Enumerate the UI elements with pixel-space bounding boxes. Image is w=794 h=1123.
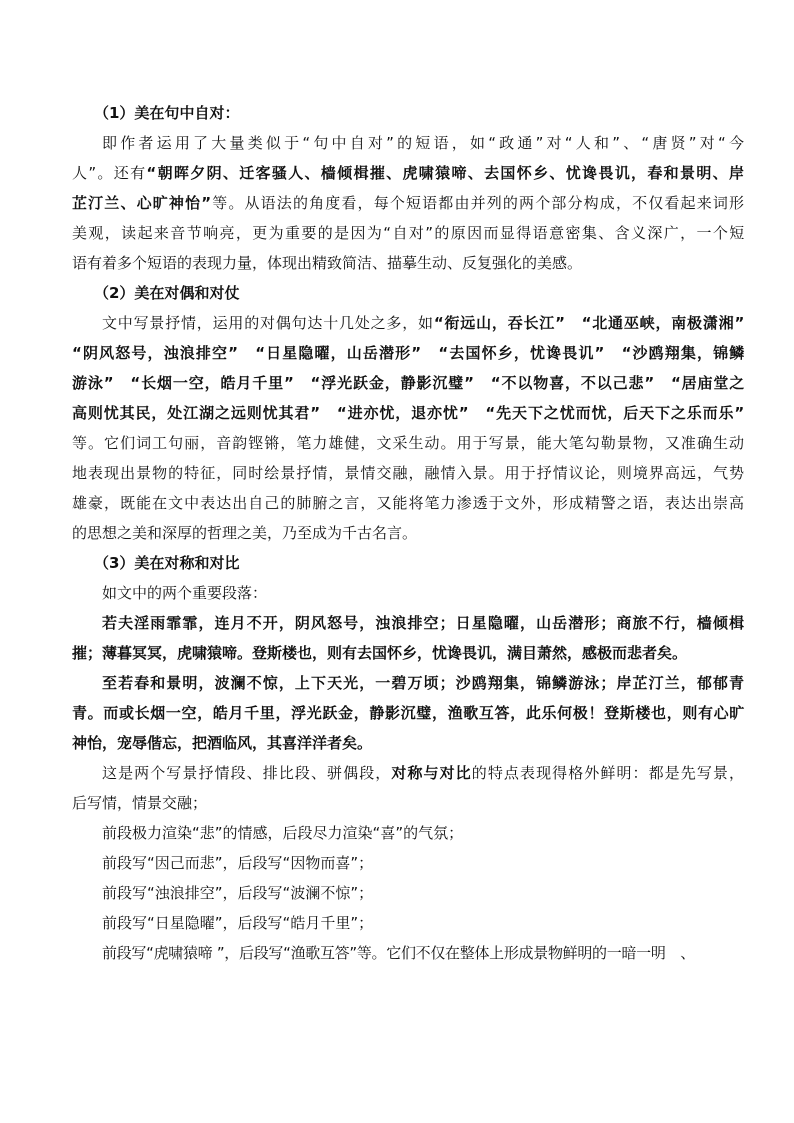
paragraph-line: 游泳” “长烟一空，皓月千里” “浮光跃金，静影沉璧” “不以物喜，不以己悲” “居庙堂之: [72, 374, 744, 392]
section-heading: （2）美在对偶和对仗: [94, 284, 240, 302]
contrast-line: 前段写“浊浪排空”，后段写“波澜不惊”；: [102, 884, 374, 902]
paragraph-line: 雄豪，既能在文中表达出自己的肺腑之言，又能将笔力渗透于文外，形成精警之语，表达出崇高: [72, 494, 744, 512]
contrast-line: 前段写“日星隐曜”，后段写“皓月千里”；: [102, 914, 374, 932]
paragraph-line: 人”。还有“朝晖夕阴、迁客骚人、樯倾楫摧、虎啸猿啼、去国怀乡、忧谗畏讥，春和景明、岸: [72, 164, 744, 182]
section-heading: （3）美在对称和对比: [94, 554, 240, 572]
contrast-line: 前段极力渲染“悲”的情感，后段尽力渲染“喜”的气氛；: [102, 824, 464, 842]
paragraph-line: 地表现出景物的特征，同时绘景抒情，景情交融，融情入景。用于抒情议论，则境界高远，气势: [72, 464, 744, 482]
paragraph-line: 这是两个写景抒情段、排比段、骈偶段，对称与对比的特点表现得格外鲜明：都是先写景，: [102, 764, 744, 782]
paragraph-line: “阴风怒号，浊浪排空” “日星隐曜，山岳潜形” “去国怀乡，忧谗畏讥” “沙鸥翔集，锦鳞: [72, 344, 744, 362]
contrast-line: 前段写“因己而悲”，后段写“因物而喜”；: [102, 854, 374, 872]
document-page: [72, 98, 744, 968]
quote-line: 若夫淫雨霏霏，连月不开，阴风怒号，浊浪排空；日星隐曜，山岳潜形；商旅不行，樯倾楫: [102, 614, 744, 632]
paragraph-line: 文中写景抒情，运用的对偶句达十几处之多，如“衔远山，吞长江” “北通巫峡，南极潇湘”: [102, 314, 745, 332]
section-heading: （1）美在句中自对：: [94, 104, 240, 122]
intro-line: 如文中的两个重要段落：: [102, 584, 268, 602]
paragraph-line: 的思想之美和深厚的哲理之美，乃至成为千古名言。: [72, 524, 418, 542]
quote-line: 摧；薄暮冥冥，虎啸猿啼。登斯楼也，则有去国怀乡，忧谗畏讥，满目萧然，感极而悲者矣。: [72, 644, 688, 662]
quote-line: 神怡，宠辱偕忘，把酒临风，其喜洋洋者矣。: [72, 734, 373, 752]
quote-line: 至若春和景明，波澜不惊，上下天光，一碧万顷；沙鸥翔集，锦鳞游泳；岸芷汀兰，郁郁青: [102, 674, 744, 692]
paragraph-line: 高则忧其民，处江湖之远则忧其君” “进亦忧，退亦忧” “先天下之忧而忧，后天下之乐而乐”: [72, 404, 744, 422]
paragraph-line: 语有着多个短语的表现力量，体现出精致简洁、描摹生动、反复强化的美感。: [72, 254, 583, 272]
quote-line: 青。而或长烟一空，皓月千里，浮光跃金，静影沉璧，渔歌互答，此乐何极！登斯楼也，则有心旷: [72, 704, 744, 722]
paragraph-line: 后写情，情景交融；: [72, 794, 208, 812]
paragraph-line: 等。它们词工句丽，音韵铿锵，笔力雄健，文采生动。用于写景，能大笔勾勒景物，又准确生动: [72, 434, 744, 452]
paragraph-line: 即作者运用了大量类似于“句中自对”的短语，如“政通”对“人和”、“唐贤”对“今: [102, 134, 744, 152]
contrast-line: 前段写“虎啸猿啼 ”，后段写“渔歌互答”等。它们不仅在整体上形成景物鲜明的一暗一明 、: [102, 944, 695, 962]
paragraph-line: 美观，读起来音节响亮，更为重要的是因为“自对”的原因而显得语意密集、含义深广，一个短: [72, 224, 744, 242]
paragraph-line: 芷汀兰、心旷神怡”等。从语法的角度看，每个短语都由并列的两个部分构成，不仅看起来词形: [72, 194, 744, 212]
